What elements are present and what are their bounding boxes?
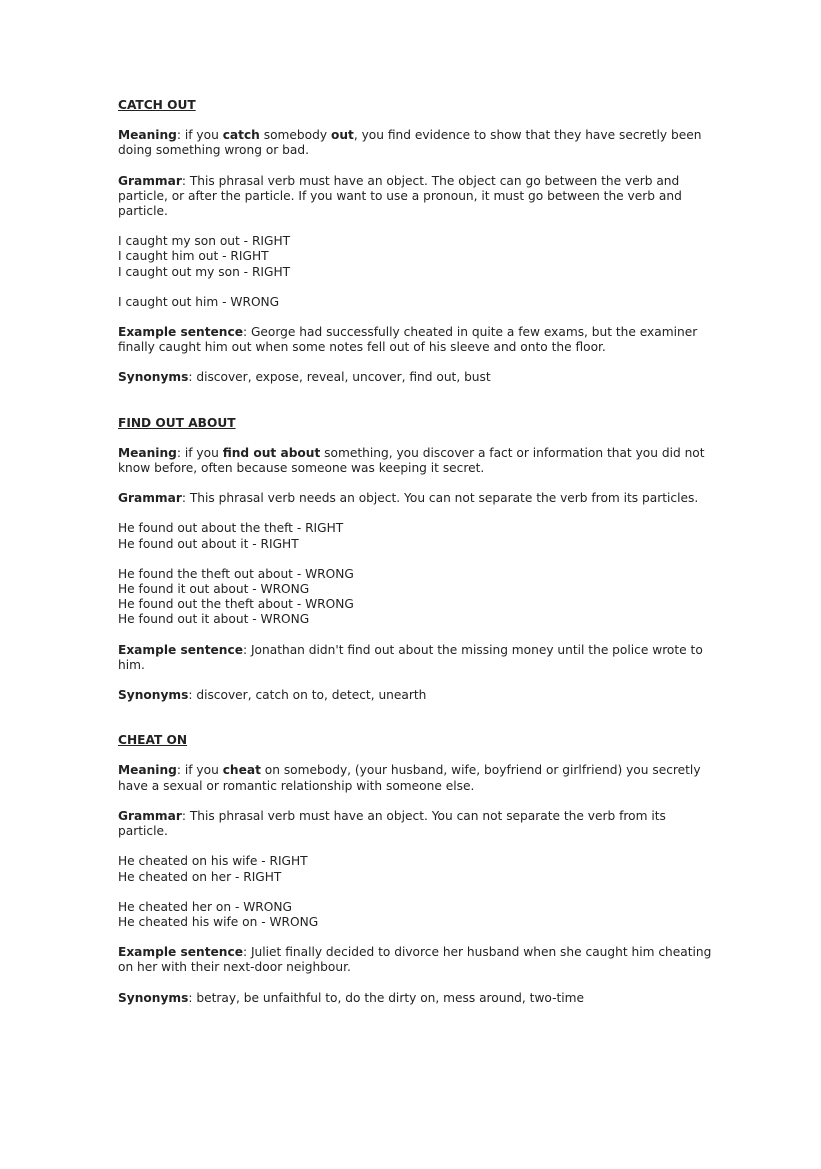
example-sentence-paragraph: Example sentence: Juliet finally decided to divorce her husband when she caught him cheating on her with their next-door neighbour. bbox=[118, 945, 712, 975]
meaning-label: Meaning bbox=[118, 128, 177, 143]
section-title: FIND OUT ABOUT bbox=[118, 415, 236, 430]
meaning-paragraph: Meaning: if you cheat on somebody, (your husband, wife, boyfriend or girlfriend) you secretly have a sexual or romantic relationship with someone else. bbox=[118, 763, 701, 793]
example-label: Example sentence bbox=[118, 945, 243, 960]
section-cheat-on bbox=[118, 733, 718, 1005]
meaning-label: Meaning bbox=[118, 445, 177, 460]
example-right: I caught my son out - RIGHT bbox=[118, 234, 291, 249]
example-wrong: He found the theft out about - WRONG bbox=[118, 566, 354, 581]
worksheet bbox=[118, 98, 718, 1006]
meaning-label: Meaning bbox=[118, 763, 177, 778]
synonyms-paragraph: Synonyms: discover, catch on to, detect, unearth bbox=[118, 688, 427, 703]
example-right: He cheated on his wife - RIGHT bbox=[118, 854, 308, 869]
grammar-label: Grammar bbox=[118, 173, 182, 188]
example-wrong: He cheated his wife on - WRONG bbox=[118, 914, 319, 929]
synonyms-label: Synonyms bbox=[118, 370, 189, 385]
example-right: He found out about it - RIGHT bbox=[118, 536, 299, 551]
grammar-label: Grammar bbox=[118, 808, 182, 823]
example-sentence-paragraph: Example sentence: George had successfully cheated in quite a few exams, but the examiner finally caught him out when some notes fell out of his sleeve and onto the floor. bbox=[118, 325, 698, 355]
synonyms-paragraph: Synonyms: betray, be unfaithful to, do the dirty on, mess around, two-time bbox=[118, 990, 585, 1005]
example-wrong: I caught out him - WRONG bbox=[118, 294, 280, 309]
section-title: CHEAT ON bbox=[118, 733, 188, 748]
example-wrong: He found out it about - WRONG bbox=[118, 612, 310, 627]
example-right: I caught out my son - RIGHT bbox=[118, 264, 291, 279]
grammar-paragraph: Grammar: This phrasal verb must have an object. The object can go between the verb and particle, or after the particle. If you want to use a pronoun, it must go between the verb and particle. bbox=[118, 173, 682, 219]
synonyms-label: Synonyms bbox=[118, 990, 189, 1005]
synonyms-label: Synonyms bbox=[118, 688, 189, 703]
grammar-label: Grammar bbox=[118, 491, 182, 506]
grammar-paragraph: Grammar: This phrasal verb needs an object. You can not separate the verb from its particles. bbox=[118, 491, 699, 506]
example-wrong: He cheated her on - WRONG bbox=[118, 899, 292, 914]
meaning-paragraph: Meaning: if you find out about something, you discover a fact or information that you did not know before, often because someone was keeping it secret. bbox=[118, 445, 705, 476]
example-sentence-paragraph: Example sentence: Jonathan didn't find out about the missing money until the police wrote to him. bbox=[118, 642, 703, 672]
synonyms-paragraph: Synonyms: discover, expose, reveal, uncover, find out, bust bbox=[118, 370, 491, 385]
example-right: He found out about the theft - RIGHT bbox=[118, 521, 344, 536]
section-find-out-about bbox=[118, 416, 718, 704]
example-right: He cheated on her - RIGHT bbox=[118, 869, 282, 884]
section-catch-out bbox=[118, 98, 718, 386]
example-wrong: He found out the theft about - WRONG bbox=[118, 597, 354, 612]
example-wrong: He found it out about - WRONG bbox=[118, 582, 310, 597]
example-label: Example sentence bbox=[118, 642, 243, 657]
example-right: I caught him out - RIGHT bbox=[118, 249, 269, 264]
example-label: Example sentence bbox=[118, 325, 243, 340]
grammar-paragraph: Grammar: This phrasal verb must have an object. You can not separate the verb from its particle. bbox=[118, 808, 666, 839]
meaning-paragraph: Meaning: if you catch somebody out, you find evidence to show that they have secretly been doing something wrong or bad. bbox=[118, 128, 702, 158]
section-title: CATCH OUT bbox=[118, 98, 196, 112]
